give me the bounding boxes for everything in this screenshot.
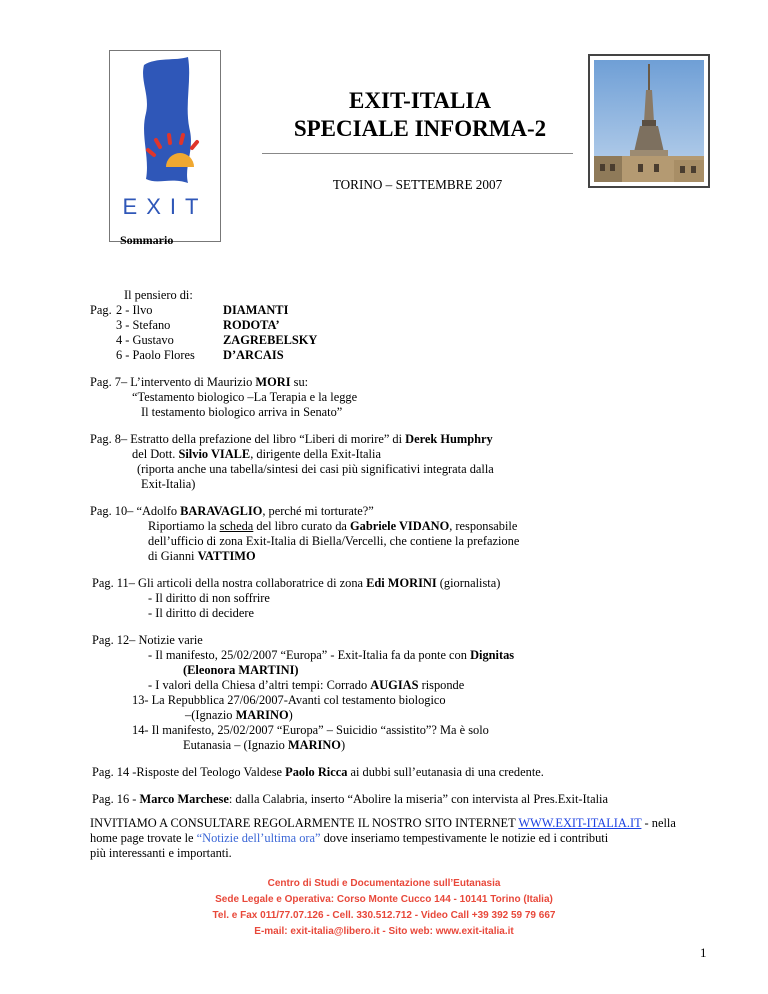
entry-pag12-line7: 14- Il manifesto, 25/02/2007 “Europa” – Suicidio “assistito”? Ma è solo xyxy=(132,723,489,737)
page-number: 1 xyxy=(700,945,707,960)
entry-pag12-line2: - Il manifesto, 25/02/2007 “Europa” - Exit-Italia fa da ponte con Dignitas xyxy=(148,648,515,662)
entry-pag10-line3: dell’ufficio di zona Exit-Italia di Biella/Vercelli, che contiene la prefazione xyxy=(148,534,520,548)
author-2-pagename: 3 - Stefano xyxy=(116,318,171,332)
entry-pag11-line2: - Il diritto di non soffrire xyxy=(148,591,270,605)
doc-subtitle: TORINO – SETTEMBRE 2007 xyxy=(332,177,503,192)
doc-title-line2: SPECIALE INFORMA-2 xyxy=(293,116,547,141)
entry-pag16: Pag. 16 - Marco Marchese: dalla Calabria, inserto “Abolire la miseria” con intervista al Pres.Exit-Italia xyxy=(92,792,608,806)
entry-pag8-line4: Exit-Italia) xyxy=(141,477,196,491)
entry-pag10-line4: di Gianni VATTIMO xyxy=(148,549,256,563)
entry-pag12-line5: 13- La Repubblica 27/06/2007-Avanti col testamento biologico xyxy=(132,693,446,707)
latest-news-label: “Notizie dell’ultima ora” xyxy=(196,831,321,845)
entry-pag7-line2: “Testamento biologico –La Terapia e la legge xyxy=(132,390,358,404)
entry-pag12-line8: Eutanasia – (Ignazio MARINO) xyxy=(183,738,346,752)
entry-pag7-line3: Il testamento biologico arriva in Senato” xyxy=(141,405,343,419)
author-1-surname: DIAMANTI xyxy=(223,303,289,317)
pag-label: Pag. xyxy=(90,303,112,317)
pensiero-label: Il pensiero di: xyxy=(124,288,193,302)
footer-line1: Centro di Studi e Documentazione sull’Eutanasia xyxy=(267,878,501,889)
entry-pag10-line1: Pag. 10– “Adolfo BARAVAGLIO, perché mi torturate?” xyxy=(90,504,374,518)
entry-pag11-line3: - Il diritto di decidere xyxy=(148,606,254,620)
doc-title-line1: EXIT-ITALIA xyxy=(349,88,491,113)
entry-pag7-line1: Pag. 7– L’intervento di Maurizio MORI su: xyxy=(90,375,309,389)
entry-pag8-line1: Pag. 8– Estratto della prefazione del libro “Liberi di morire” di Derek Humphry xyxy=(90,432,493,446)
exit-logo xyxy=(109,50,221,242)
logo-wordmark: EXIT xyxy=(122,194,208,219)
mole-antonelliana-photo xyxy=(588,54,710,188)
entry-pag11-line1: Pag. 11– Gli articoli della nostra collaboratrice di zona Edi MORINI (giornalista) xyxy=(92,576,501,590)
entry-pag10-line2: Riportiamo la scheda del libro curato da Gabriele VIDANO, responsabile xyxy=(148,519,518,533)
website-link[interactable]: WWW.EXIT-ITALIA.IT xyxy=(518,816,642,830)
entry-pag12-line4: - I valori della Chiesa d’altri tempi: Corrado AUGIAS risponde xyxy=(148,678,465,692)
entry-pag12-line6: –(Ignazio MARINO) xyxy=(185,708,293,722)
invite-line3: più interessanti e importanti. xyxy=(90,846,232,860)
entry-pag12-line3: (Eleonora MARTINI) xyxy=(183,663,299,677)
entry-pag14: Pag. 14 -Risposte del Teologo Valdese Paolo Ricca ai dubbi sull’eutanasia di una credente. xyxy=(92,765,544,779)
author-4-pagename: 6 - Paolo Flores xyxy=(116,348,195,362)
exit-logo-graphic xyxy=(110,51,220,241)
footer-line3: Tel. e Fax 011/77.07.126 - Cell. 330.512.712 - Video Call +39 392 59 79 667 xyxy=(212,910,556,921)
sommario-heading: Sommario xyxy=(120,233,174,247)
author-4-surname: D’ARCAIS xyxy=(223,348,284,362)
invite-line2: home page trovate le “Notizie dell’ultima ora” dove inseriamo tempestivamente le notizie ed i contributi xyxy=(90,831,609,845)
author-3-surname: ZAGREBELSKY xyxy=(223,333,318,347)
footer-line4: E-mail: exit-italia@libero.it - Sito web: www.exit-italia.it xyxy=(254,926,514,937)
title-divider xyxy=(262,153,573,154)
footer-line2: Sede Legale e Operativa: Corso Monte Cucco 144 - 10141 Torino (Italia) xyxy=(215,894,553,905)
invite-line1: INVITIAMO A CONSULTARE REGOLARMENTE IL NOSTRO SITO INTERNET WWW.EXIT-ITALIA.IT - nella xyxy=(90,816,676,830)
entry-pag12-line1: Pag. 12– Notizie varie xyxy=(92,633,203,647)
entry-pag8-line2: del Dott. Silvio VIALE, dirigente della Exit-Italia xyxy=(132,447,381,461)
author-2-surname: RODOTA’ xyxy=(223,318,280,332)
entry-pag8-line3: (riporta anche una tabella/sintesi dei casi più significativi integrata dalla xyxy=(137,462,494,476)
tower-illustration xyxy=(594,60,704,182)
author-3-pagename: 4 - Gustavo xyxy=(116,333,174,347)
author-1-pagename: 2 - Ilvo xyxy=(116,303,153,317)
